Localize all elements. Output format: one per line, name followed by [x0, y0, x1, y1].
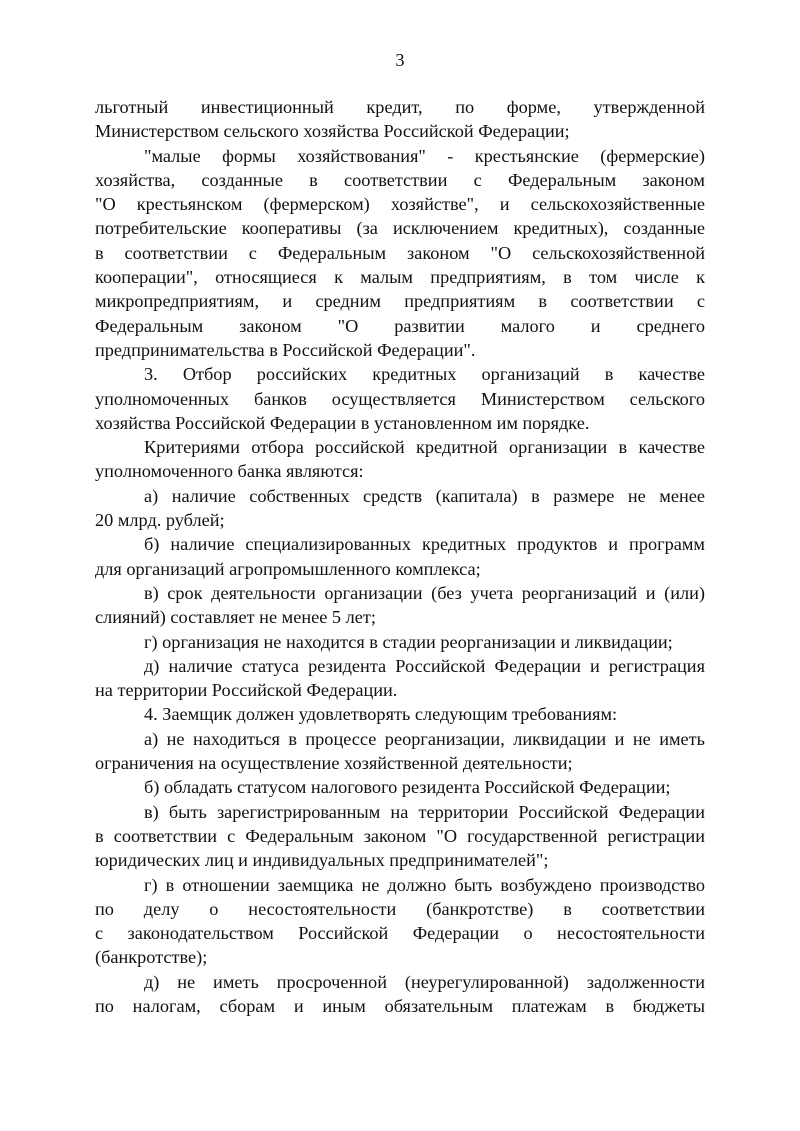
text-line: в соответствии с Федеральным законом "О государственной регистрации: [95, 825, 705, 846]
text-line: (банкротстве);: [95, 947, 208, 968]
text-line: 3. Отбор российских кредитных организаций в качестве: [144, 364, 705, 385]
text-line: уполномоченного банка являются:: [95, 461, 364, 482]
text-line: льготный инвестиционный кредит, по форме, утвержденной: [95, 97, 705, 117]
list-item-criterion-g: [95, 630, 705, 654]
text-line: г) в отношении заемщика не должно быть возбуждено производство: [144, 874, 705, 895]
text-line: "малые формы хозяйствования" - крестьянские (фермерские): [144, 145, 705, 166]
text-line: в) срок деятельности организации (без учета реорганизаций и (или): [144, 582, 705, 603]
text-line: микропредприятиям, и средним предприятиям в соответствии с: [95, 291, 705, 312]
text-line: ограничения на осуществление хозяйственной деятельности;: [95, 753, 573, 774]
text-line: хозяйства Российской Федерации в установленном им порядке.: [95, 412, 590, 433]
text-line: хозяйства, созданные в соответствии с Федеральным законом: [95, 169, 705, 190]
list-item-requirement-g: [95, 873, 705, 970]
text-line: по делу о несостоятельности (банкротстве) в соответствии: [95, 898, 705, 919]
text-line: по налогам, сборам и иным обязательным платежам в бюджеты: [95, 995, 705, 1016]
list-item-requirement-v: [95, 800, 705, 873]
text-line: кооперации", относящиеся к малым предприятиям, в том числе к: [95, 267, 705, 288]
list-item-requirement-b: [95, 775, 705, 799]
page-number: 3: [395, 50, 405, 70]
text-line: уполномоченных банков осуществляется Министерством сельского: [95, 388, 705, 409]
text-line: предпринимательства в Российской Федерации".: [95, 339, 476, 360]
document-body: [95, 95, 705, 1018]
text-line: Федеральным законом "О развитии малого и среднего: [95, 315, 705, 336]
list-item-criterion-b: [95, 532, 705, 581]
text-line: с законодательством Российской Федерации о несостоятельности: [95, 923, 705, 944]
text-line: потребительские кооперативы (за исключением кредитных), созданные: [95, 218, 705, 239]
list-item-criterion-d: [95, 654, 705, 703]
text-line: д) наличие статуса резидента Российской Федерации и регистрация: [144, 655, 705, 676]
text-line: а) наличие собственных средств (капитала) в размере не менее: [144, 485, 705, 506]
text-line: юридических лиц и индивидуальных предпринимателей";: [95, 850, 549, 871]
text-line: "О крестьянском (фермерском) хозяйстве", и сельскохозяйственные: [95, 194, 705, 215]
text-line: г) организация не находится в стадии реорганизации и ликвидации;: [144, 631, 673, 652]
list-item-requirement-d: [95, 970, 705, 1019]
text-line: б) обладать статусом налогового резидента Российской Федерации;: [144, 777, 671, 798]
list-item-requirement-a: [95, 727, 705, 776]
text-line: на территории Российской Федерации.: [95, 680, 398, 701]
text-line: в соответствии с Федеральным законом "О сельскохозяйственной: [95, 242, 705, 263]
list-item-criterion-a: [95, 484, 705, 533]
text-line: д) не иметь просроченной (неурегулированной) задолженности: [144, 971, 705, 992]
text-line: слияний) составляет не менее 5 лет;: [95, 607, 376, 628]
text-line: для организаций агропромышленного комплекса;: [95, 558, 481, 579]
text-line: Критериями отбора российской кредитной организации в качестве: [144, 437, 705, 458]
paragraph-continuation: [95, 95, 705, 144]
text-line: Министерством сельского хозяйства Российской Федерации;: [95, 121, 570, 142]
paragraph-section-3: [95, 362, 705, 435]
text-line: в) быть зарегистрированным на территории Российской Федерации: [144, 801, 705, 822]
text-line: а) не находиться в процессе реорганизации, ликвидации и не иметь: [144, 728, 705, 749]
text-line: 4. Заемщик должен удовлетворять следующим требованиям:: [144, 704, 618, 725]
text-line: б) наличие специализированных кредитных продуктов и программ: [144, 534, 705, 555]
paragraph-criteria-intro: [95, 435, 705, 484]
text-line: 20 млрд. рублей;: [95, 510, 225, 531]
paragraph-section-4: [95, 702, 705, 726]
paragraph-small-business-definition: [95, 144, 705, 363]
list-item-criterion-v: [95, 581, 705, 630]
